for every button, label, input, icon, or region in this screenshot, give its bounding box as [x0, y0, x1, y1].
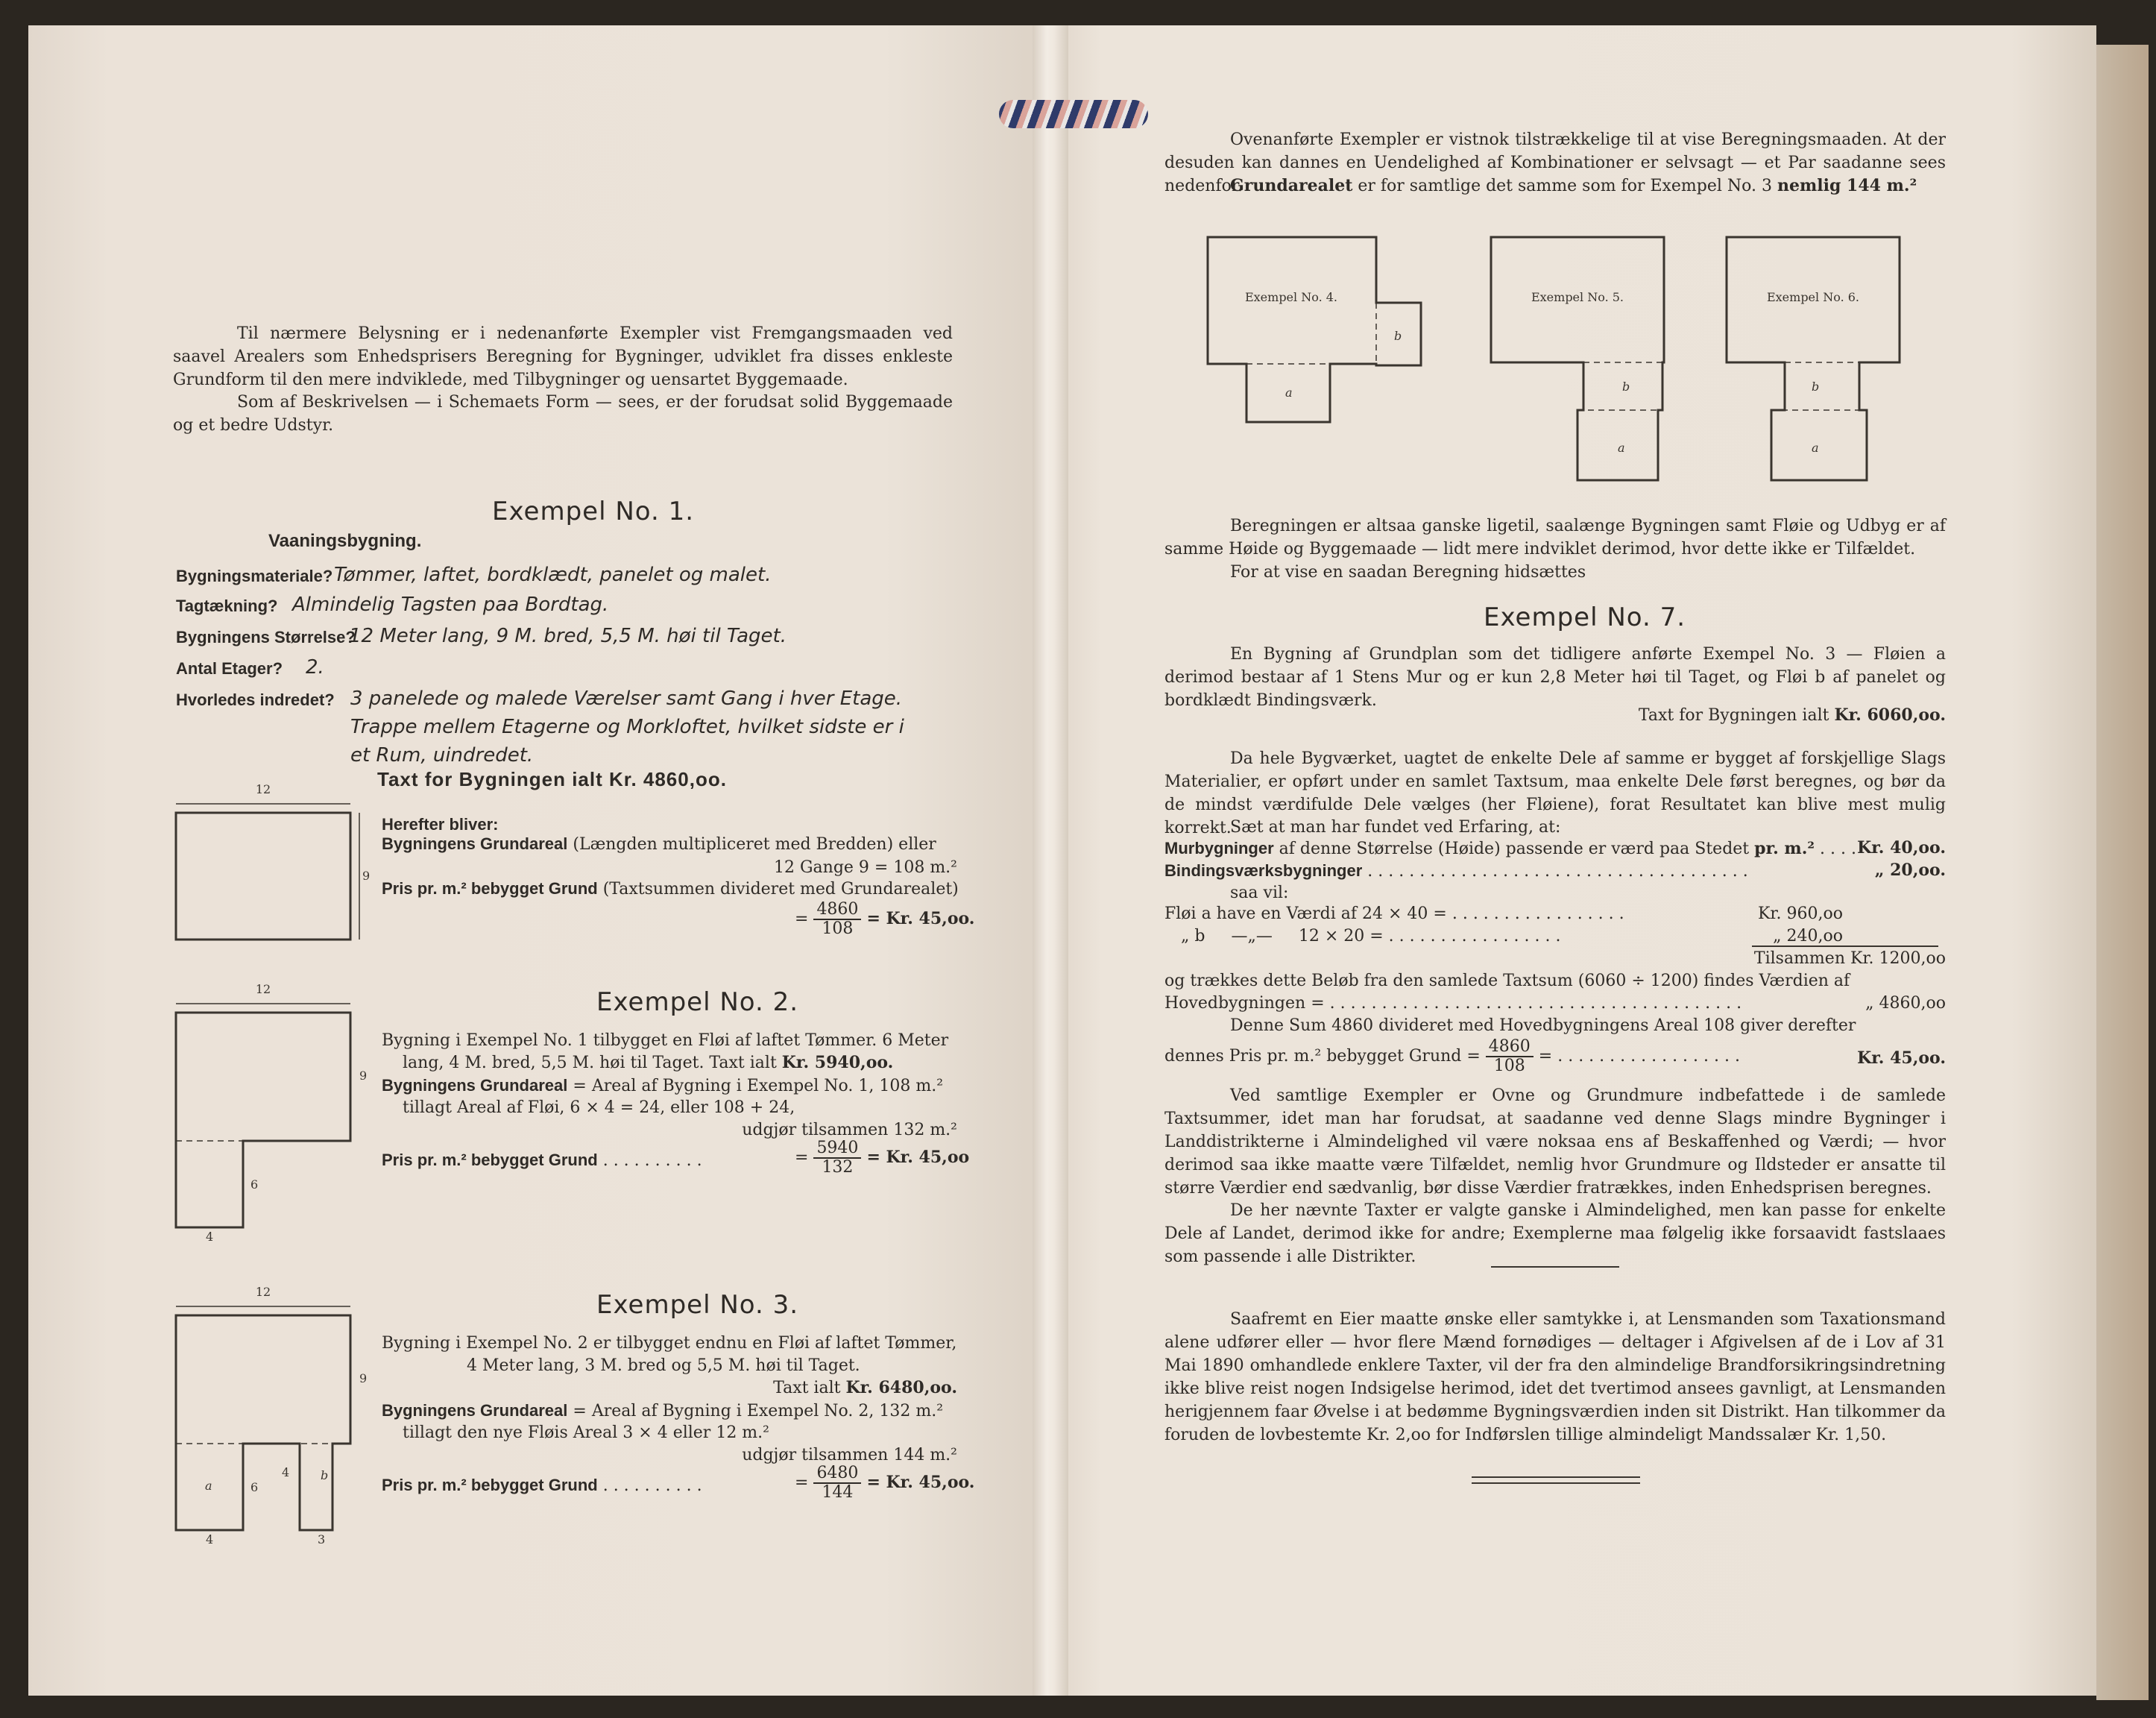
ex2-line-4: tillagt Areal af Fløi, 6 × 4 = 24, eller 108 + 24,: [403, 1098, 795, 1117]
floi-b-prefix: „ b: [1181, 927, 1205, 945]
q-floors: Antal Etager?: [176, 659, 283, 678]
traek-line-2: Hovedbygningen =: [1164, 994, 1325, 1013]
fig5-a: a: [1618, 441, 1625, 455]
floi-a: Fløi a have en Værdi af 24 × 40 =: [1164, 904, 1447, 923]
q-roofing: Tagtækning?: [176, 597, 278, 615]
traek-line-1: og trækkes dette Beløb fra den samlede Taxtsum (6060 ÷ 1200) findes Værdien af: [1164, 972, 1850, 990]
ex1-area-calc: 12 Gange 9 = 108 m.²: [773, 858, 957, 877]
example-2-title: Exempel No. 2.: [596, 987, 799, 1017]
ex3-numerator: 6480: [813, 1464, 861, 1484]
fig6-b: b: [1812, 380, 1820, 394]
bindingsvaerk: Bindingsværksbygninger: [1164, 861, 1363, 880]
book-spine: [1033, 25, 1068, 1696]
example-3-title: Exempel No. 3.: [596, 1290, 799, 1320]
page-edges: [2096, 45, 2149, 1700]
ex3-line-5: tillagt den nye Fløis Areal 3 × 4 eller 12 m.²: [403, 1423, 769, 1442]
ex2-numerator: 5940: [813, 1139, 861, 1159]
floi-b-calc: 12 × 20 =: [1298, 927, 1384, 945]
a-layout-1: 3 panelede og malede Værelser samt Gang i hver Etage.: [350, 687, 903, 710]
right-p1-mid: er for samtlige det samme som for Exempel No. 3: [1358, 177, 1773, 195]
ex7-tax-label: Taxt for Bygningen ialt: [1638, 706, 1829, 725]
dim-3: 3: [318, 1532, 326, 1546]
label-a: a: [205, 1479, 212, 1493]
ex2-line-2: lang, 4 M. bred, 5,5 M. høi til Taget. Taxt ialt: [403, 1054, 777, 1072]
dim-12: 12: [255, 783, 271, 796]
q-size: Bygningens Størrelse?: [176, 628, 356, 646]
ex1-result: = Kr. 45,oo.: [866, 909, 975, 928]
dim-4: 4: [282, 1465, 290, 1479]
dim-9: 9: [359, 1371, 368, 1385]
grundarealet: Grundarealet: [1230, 176, 1353, 195]
ex3-area-rest: = Areal af Bygning i Exempel No. 2, 132 m.²: [573, 1402, 944, 1420]
q-material: Bygningsmateriale?: [176, 567, 333, 585]
q-layout: Hvorledes indredet?: [176, 690, 335, 709]
ex2-area-rest: = Areal af Bygning i Exempel No. 1, 108 m.²: [573, 1077, 944, 1095]
ex3-tax: Kr. 6480,oo.: [845, 1378, 957, 1397]
floi-a-value: Kr. 960,oo: [1758, 904, 1843, 923]
murbygninger: Murbygninger: [1164, 839, 1274, 858]
example-7-title: Exempel No. 7.: [1484, 602, 1686, 632]
a-layout-3: et Rum, uindredet.: [350, 744, 534, 767]
fig4-a: a: [1285, 386, 1293, 400]
dim-9: 9: [359, 1069, 368, 1083]
ex2-line-5: udgjør tilsammen 132 m.²: [742, 1121, 957, 1139]
ex2-price-label: Pris pr. m.² bebygget Grund: [382, 1151, 598, 1169]
dim-12: 12: [255, 1286, 271, 1299]
tilsammen-value: Kr. 1200,oo: [1850, 949, 1946, 968]
fig6-label: Exempel No. 6.: [1766, 290, 1860, 304]
a-size: 12 Meter lang, 9 M. bred, 5,5 M. høi til Taget.: [349, 625, 787, 647]
dim-6: 6: [250, 1177, 259, 1192]
saa-vil: saa vil:: [1230, 884, 1289, 902]
label-b: b: [321, 1468, 329, 1482]
right-paragraph-6: Saafremt en Eier maatte ønske eller samtykke i, at Lensmanden som Taxationsmand alene udfører eller — hvor flere Mænd fornødiges — deltager i Afgivelsen af de i Lov af 31 Mai 1890 omhandlede enklere Taxter, vil der fra den almindelige Brandforsikringsindretning ikke blive reist nogen Indsigelse herimod, idet det tvertimod ansees gavnligt, at Lensmanden herigjennem faar Øvelse i at bedømme Bygningsværdien inden sit Distrikt. Han tilkommer da foruden de lovbestemte Kr. 2,oo for Indførslen tillige almindeligt Mandssalær Kr. 1,50.: [1164, 1310, 1946, 1444]
a-floors: 2.: [306, 656, 324, 679]
fig4-b: b: [1394, 329, 1402, 343]
hovedbygning-value: „ 4860,oo: [1865, 994, 1946, 1013]
ex7-paragraph-3: Sæt at man har fundet ved Erfaring, at:: [1230, 818, 1561, 837]
ex2-denominator: 132: [822, 1158, 854, 1177]
end-rule-1: [1472, 1476, 1640, 1478]
intro-paragraph-2: Som af Beskrivelsen — i Schemaets Form — sees, er der forudsat solid Byggemaade og et bedre Udstyr.: [173, 393, 953, 435]
ex3-denominator: 144: [822, 1483, 854, 1502]
ex3-line-6: udgjør tilsammen 144 m.²: [742, 1446, 957, 1464]
a-layout-2: Trappe mellem Etagerne og Morkloftet, hvilket sidste er i: [350, 716, 904, 738]
example-1-tax: Taxt for Bygningen ialt Kr. 4860,oo.: [377, 768, 727, 790]
fig5-b: b: [1622, 380, 1630, 394]
a-roofing: Almindelig Tagsten paa Bordtag.: [292, 594, 609, 616]
fig6-a: a: [1812, 441, 1819, 455]
dim-4: 4: [206, 1230, 214, 1244]
intro-paragraph-1: Til nærmere Belysning er i nedenanførte Exempler vist Fremgangsmaaden ved saavel Arealers som Enhedsprisers Beregning for Bygninger, udviklet fra disses enkleste Grundform til den mere indviklede, med Tilbygninger og uensartet Byggemaade.: [173, 324, 953, 389]
examples-4-6-plans: [1193, 231, 1938, 485]
ex2-tax: Kr. 5940,oo.: [781, 1053, 894, 1072]
ex3-result: = Kr. 45,oo.: [866, 1473, 975, 1492]
ex1-denominator: 108: [822, 919, 854, 938]
bind-value: „ 20,oo.: [1874, 860, 1946, 880]
dim-12: 12: [255, 983, 271, 996]
ex3-area-label: Bygningens Grundareal: [382, 1401, 568, 1420]
fig5-label: Exempel No. 5.: [1531, 290, 1624, 304]
floi-b-value: „ 240,oo: [1773, 927, 1843, 945]
a-material: Tømmer, laftet, bordklædt, panelet og malet.: [334, 564, 772, 586]
fig4-label: Exempel No. 4.: [1244, 290, 1338, 304]
mur-pr: pr. m.²: [1754, 839, 1815, 858]
ex1-area-rest: (Længden multipliceret med Bredden) eller: [573, 835, 936, 854]
right-paragraph-1: Ovenanførte Exempler er vistnok tilstrækkelige til at vise Beregningsmaaden. At der desuden kan dannes en Uendelighed af Kombinationer er selvsagt — et Par saadanne sees nedenfor.: [1164, 130, 1946, 195]
ex3-price-label: Pris pr. m.² bebygget Grund: [382, 1476, 598, 1494]
ex1-price-rest: (Taxtsummen divideret med Grundarealet): [602, 880, 959, 899]
right-paragraph-4: Ved samtlige Exempler er Ovne og Grundmure indbefattede i de samlede Taxtsummer, idet man har forudsat, at saadanne ved denne Slags mindre Bygninger i Landdistrikterne i Almindelighed vil være noksaa ens af Beskaffenhed og Værdi; — hvor derimod saa ikke maatte være Tilfældet, nemlig hvor Grundmure og Ildsteder er ansatte til større Værdier end sædvanlig, bør disse Værdier fratrækkes, inden Enhedsprisen beregnes.: [1164, 1086, 1946, 1198]
right-paragraph-2: Beregningen er altsaa ganske ligetil, saalænge Bygningen samt Fløie og Udbyg er af samme Høide og Byggemaade — lidt mere indviklet derimod, hvor dette ikke er Tilfældet.: [1164, 517, 1946, 558]
dim-4: 4: [206, 1532, 214, 1546]
ex2-line-1: Bygning i Exempel No. 1 tilbygget en Fløi af laftet Tømmer. 6 Meter: [382, 1031, 949, 1050]
denne-sum: Denne Sum 4860 divideret med Hovedbygningens Areal 108 giver derefter: [1230, 1016, 1856, 1035]
floi-b-ditto: —„—: [1231, 927, 1273, 945]
example-1-plan: [164, 783, 373, 947]
binding-thread: [999, 100, 1148, 128]
mur-value: Kr. 40,oo.: [1857, 838, 1946, 858]
ex1-numerator: 4860: [813, 901, 861, 920]
ex2-area-label: Bygningens Grundareal: [382, 1076, 568, 1095]
ex7-tax-value: Kr. 6060,oo.: [1834, 705, 1946, 725]
section-divider: [1491, 1266, 1619, 1268]
right-paragraph-3: For at vise en saadan Beregning hidsættes: [1230, 563, 1586, 582]
tilsammen: Tilsammen: [1753, 949, 1845, 968]
ex1-area-label: Bygningens Grundareal: [382, 834, 568, 853]
ex2-result: = Kr. 45,oo: [866, 1148, 970, 1167]
end-rule-2: [1472, 1482, 1640, 1484]
example-3-plan: [164, 1286, 373, 1555]
ex1-price-label: Pris pr. m.² bebygget Grund: [382, 879, 598, 898]
ex7-numerator: 4860: [1486, 1038, 1534, 1057]
ex3-line-2: 4 Meter lang, 3 M. bred og 5,5 M. høi til Taget.: [467, 1356, 860, 1375]
ex7-denominator: 108: [1493, 1057, 1525, 1075]
ex7-paragraph-1: En Bygning af Grundplan som det tidligere anførte Exempel No. 3 — Fløien a derimod bestaar af 1 Stens Mur og er kun 2,8 Meter høi til Taget, og Fløi b af panelet og bordklædt Bindingsværk.: [1164, 645, 1946, 710]
dim-6: 6: [250, 1480, 259, 1494]
ex7-result: Kr. 45,oo.: [1857, 1048, 1946, 1068]
ex7-paragraph-2: Da hele Bygværket, uagtet de enkelte Dele af samme er bygget af forskjellige Slags Materialier, er opført under en samlet Taxtsum, maa enkelte Dele først beregnes, og bør da de mindst værdifulde Dele vælges (her Fløiene), forat Resultatet kan blive mest mulig korrekt.: [1164, 749, 1946, 837]
right-paragraph-5: De her nævnte Taxter er valgte ganske i Almindelighed, men kan passe for enkelte Dele af Landet, derimod ikke for andre; Exemplerne maa følgelig ikke forsaavidt fastslaaes som passende i alle Distrikter.: [1164, 1201, 1946, 1266]
dim-9: 9: [362, 869, 371, 883]
nemlig-144: nemlig 144 m.²: [1777, 176, 1917, 195]
ex3-line-1: Bygning i Exempel No. 2 er tilbygget endnu en Fløi af laftet Tømmer,: [382, 1334, 957, 1353]
example-2-plan: [164, 983, 373, 1244]
ex1-herefter: Herefter bliver:: [382, 815, 499, 834]
dennes-pris: dennes Pris pr. m.² bebygget Grund =: [1164, 1047, 1481, 1066]
example-1-subtitle: Vaaningsbygning.: [268, 531, 422, 551]
mur-rest: af denne Størrelse (Høide) passende er værd paa Stedet: [1279, 840, 1750, 858]
ex3-tax-label: Taxt ialt: [773, 1379, 841, 1397]
example-1-title: Exempel No. 1.: [492, 497, 695, 526]
